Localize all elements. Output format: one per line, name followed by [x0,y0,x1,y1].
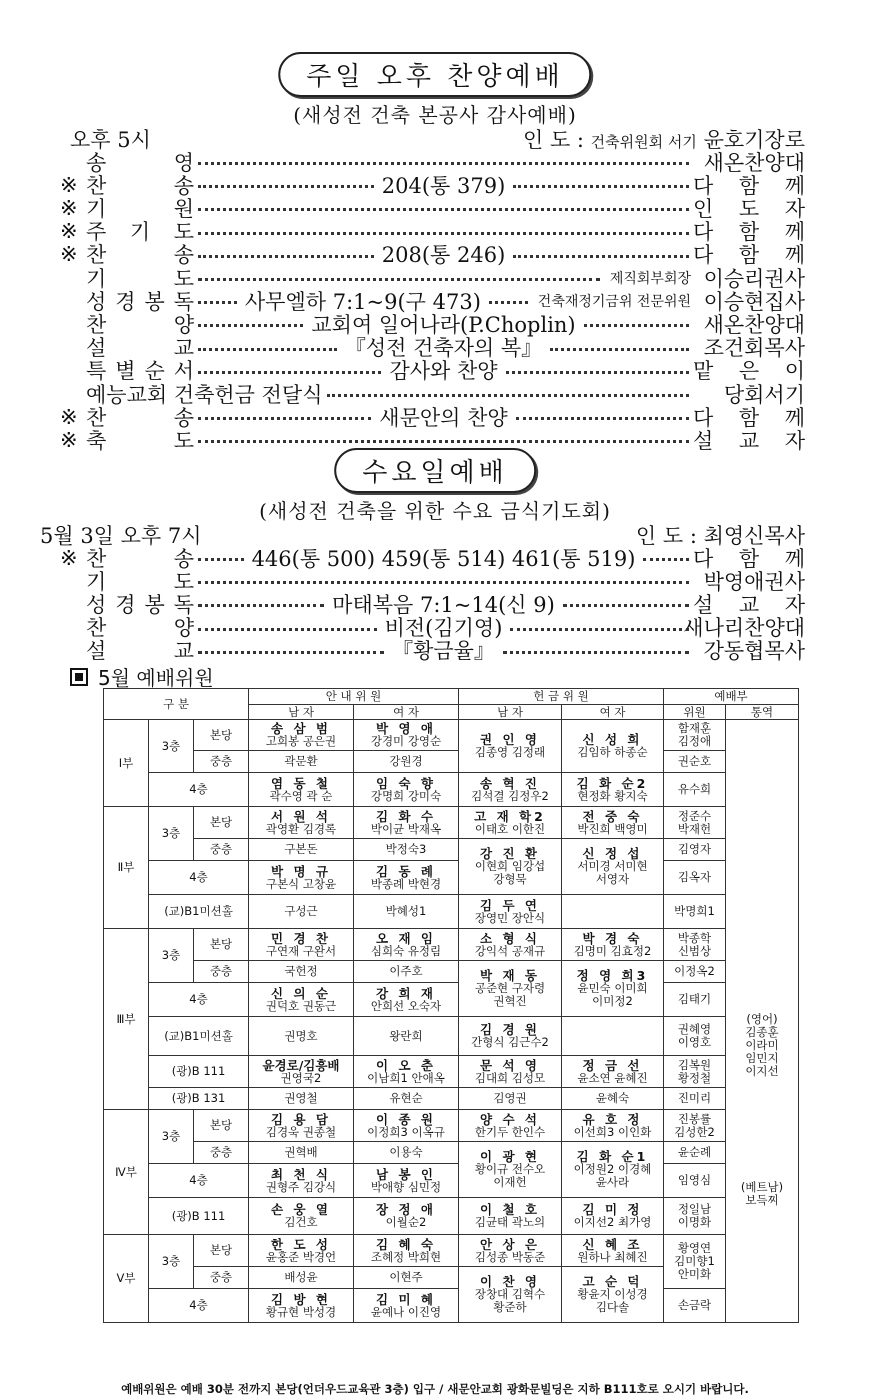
table-row: Ⅳ부 3층 본당 김 용 담 김경욱 권종철 이 종 원 이정희3 이옥규 양 수 석 한기두 한인수 유 호 정 이선희3 이인화 진봉률 김성한2 [104,1110,799,1142]
leader-dots [198,162,689,165]
table-row: Ⅰ부 3층 본당 송 삼 범 고희봉 공은권 박 영 애 강경미 강영순 권 인 영 김종영 김정래 신 성 희 김임하 하종순 함재훈 김정애 [104,720,799,751]
order-label: 성 경 봉 독 [86,289,194,314]
person-name: 맡 은 이 [693,359,805,384]
leader-dots [198,301,237,304]
table-row: 4층 최 천 식 권형주 김강식 남 봉 인 박애향 심민정 임영심 [104,1164,799,1198]
part-label: Ⅴ부 [104,1235,149,1323]
part-label: Ⅱ부 [104,807,149,929]
table-row: (광)B 111 손 웅 열 김건호 장 정 애 이월순2 이 철 호 김균태 곽노의 김 미 정 이지선2 최가영 정일남 이명화 [104,1198,799,1235]
table-row: 중층 권혁배 이용숙 이 광 현 황이규 전수오 이재헌 김 화 순1 이정원2 이경혜 윤사라 윤순례 [104,1142,799,1164]
order-label: 주 기 도 [86,220,194,245]
order-content: 204(통 379) [381,173,506,198]
leader-dots [584,324,689,327]
header-offering: 헌 금 위 원 [459,689,664,705]
person-name: 새온찬양대 [703,150,805,175]
wednesday-service-leader: 인 도 : 최영신목사 [635,524,805,548]
table-row: Ⅲ부 3층 본당 민 경 찬 구연재 구완서 오 재 임 심희숙 유정림 소 형 식 강익석 공재규 박 경 숙 김명미 김효정2 박종학 신범상 [104,929,799,961]
leader-dots [198,278,600,281]
order-label: 성 경 봉 독 [86,592,194,617]
leader-dots [198,371,381,374]
header-gubun: 구 분 [104,689,249,720]
order-label: 찬 송 [86,405,194,430]
standing-mark: ※ [60,242,78,267]
table-row: 중층 국헌정 이주호 박 재 동 공준현 구자령 권혁진 정 영 희3 윤민숙 이미희 이미정2 이정옥2 [104,961,799,983]
standing-mark: ※ [60,172,78,197]
order-label: 찬 양 [86,312,194,337]
leader-dots [198,208,689,211]
leader-dots [489,301,528,304]
leader-dots [198,348,337,351]
standing-mark: ※ [60,195,78,220]
standing-mark: ※ [60,545,78,570]
leader-dots [198,417,371,420]
order-label: 찬 양 [86,616,194,641]
roster-footer-note: 예배위원은 예배 30분 전까지 본당(언더우드교육관 3층) 입구 / 새문안교회 광화문빌딩은 지하 B111호로 오시기 바랍니다. [121,1382,749,1396]
square-bullet-icon [70,668,88,686]
order-label: 설 교 [86,639,194,664]
leader-dots [503,651,689,654]
standing-mark: ※ [60,404,78,429]
sunday-service-subtitle: (새성전 건축 본공사 감사예배) [293,103,577,127]
wednesday-service-subtitle: (새성전 건축을 위한 수요 금식기도회) [259,499,611,523]
person-name: 이승현집사 [703,289,806,314]
leader-dots [198,185,374,188]
worship-roster-table [103,688,799,1323]
person-name: 박영애권사 [703,569,805,594]
order-content: 『황금율』 [392,639,495,664]
order-content: 208(통 246) [381,243,506,268]
leader-dots [513,255,689,258]
order-label: 찬 송 [86,243,194,268]
header-worship: 예배부 [664,689,799,705]
leader-dots [550,348,689,351]
person-name: 다 함 께 [693,243,805,268]
person-name: 이승리권사 [703,266,805,291]
leader-dots [198,604,324,607]
person-name: 강동협목사 [703,639,806,664]
table-row: Ⅴ부 3층 본당 한 도 성 윤홍준 박경언 김 혜 숙 조혜정 박희현 안 상 은 김성종 박동준 신 혜 조 원하나 최혜진 황영연 김미향1 안미화 [104,1235,799,1267]
leader-dots [198,324,303,327]
leader-dots [516,417,689,420]
person-name: 당회서기 [723,382,805,407]
person-name: 다 함 께 [693,220,805,245]
header-male: 남 자 [249,705,354,720]
table-row: 중층 곽문환 강원경 권순호 [104,751,799,773]
order-content: 교회여 일어나라(P.Choplin) [311,312,576,337]
table-row: 4층 박 명 규 구본식 고창윤 김 동 례 박종례 박현경 김옥자 [104,861,799,895]
header-female: 여 자 [354,705,459,720]
leader-dots [198,651,384,654]
leader-dots [198,255,374,258]
person-name: 인 도 자 [693,196,805,221]
person-name: 새나리찬양대 [683,616,806,641]
order-row [60,639,805,662]
order-label: 축 도 [86,428,194,453]
header-female: 여 자 [562,705,664,720]
leader-name: 윤호기장로 [703,128,805,152]
order-content: 비전(김기영) [384,616,503,641]
leader-dots [198,440,689,443]
order-label: 특 별 순 서 [86,359,194,384]
leader-dots [198,581,689,584]
roster-heading: 5월 예배위원 [70,662,214,691]
standing-mark: ※ [60,219,78,244]
order-label: 예능교회 건축헌금 전달식 [86,382,323,407]
leader-dots [563,604,689,607]
table-row: 중층 구본돈 박정숙3 강 진 환 이현희 임강섭 강형묵 신 정 섭 서미경 서미현 서영자 김영자 [104,839,799,861]
floor-label: 3층 [149,720,194,773]
person-name: 설 교 자 [693,428,805,453]
table-row: Ⅱ부 3층 본당 서 원 석 곽영환 김경록 김 화 수 박이균 박재옥 고 재 학2 이태호 이한진 전 중 숙 박진희 백영미 정준수 박재헌 [104,807,799,839]
order-label: 찬 송 [86,546,194,571]
order-content: 마태복음 7:1~14(신 9) [332,592,555,617]
leader-role: 건축위원회 서기 [590,133,697,151]
person-name: 조건회목사 [703,336,806,361]
table-row: 4층 김 방 현 황규현 박성경 김 미 혜 윤예나 이진영 손금락 [104,1289,799,1323]
table-row: (광)B 131 권영철 유현순 김영권 윤혜숙 진미리 [104,1088,799,1110]
order-label: 기 원 [86,196,194,221]
part-label: Ⅲ부 [104,929,149,1110]
person-name: 다 함 께 [693,405,805,430]
table-row: (교)B1미션홀 권명호 왕란희 김 경 원 간형식 김근수2 권혜영 이영호 [104,1017,799,1056]
wednesday-service-time: 5월 3일 오후 7시 [40,524,202,548]
sunday-service-time: 오후 5시 [70,128,151,152]
leader-dots [327,394,690,397]
order-content: 사무엘하 7:1~9(구 473) [244,289,481,314]
sunday-service-title: 주일 오후 찬양예배 [278,52,591,97]
standing-mark: ※ [60,427,78,452]
person-role: 건축재정기금위 전문위원 [537,293,692,310]
leader-dots [643,558,689,561]
order-content: 446(통 500) 459(통 514) 461(통 519) [251,546,636,571]
order-label: 기 도 [86,266,194,291]
header-guide: 안 내 위 원 [249,689,459,705]
wednesday-service-title: 수요일예배 [334,448,536,493]
part-label: Ⅰ부 [104,720,149,807]
order-label: 찬 송 [86,173,194,198]
leader-dots [198,628,377,631]
order-content: 『성전 건축자의 복』 [344,336,543,361]
header-member: 위원 [664,705,726,720]
table-row: 4층 신 의 순 권덕호 권동근 강 희 재 안희선 오숙자 김태기 [104,983,799,1017]
interpreter-vietnamese: (베트남) 보득찌 [740,1180,784,1207]
leader-dots [198,558,244,561]
person-name: 다 함 께 [693,173,805,198]
person-name: 설 교 자 [693,592,805,617]
table-row: 4층 염 동 철 곽수영 곽 순 임 숙 향 강명희 강미숙 송 혁 진 김석결 김정우2 김 화 순2 현정화 황지숙 유수희 [104,773,799,807]
order-label: 기 도 [86,569,194,594]
person-name: 다 함 께 [693,546,805,571]
table-row: (광)B 111 윤경로/김흥배 권영국2 이 오 춘 이남희1 안애옥 문 석 영 김대희 김성모 정 금 선 윤소연 윤혜진 김복원 황정철 [104,1056,799,1088]
header-interp: 통역 [726,705,799,720]
leader-dots [506,371,689,374]
person-name: 새온찬양대 [703,312,805,337]
order-content: 새문안의 찬양 [379,405,508,430]
leader-dots [513,185,689,188]
part-label: Ⅳ부 [104,1110,149,1235]
order-label: 설 교 [86,336,194,361]
table-row: 중층 배성윤 이현주 이 찬 영 장창대 김혁수 황준하 고 순 덕 황윤지 이성경 김다솔 [104,1267,799,1289]
leader-dots [198,232,689,235]
leader-label: 인 도 : [522,128,584,152]
leader-dots [510,628,689,631]
order-label: 송 영 [86,150,194,175]
table-row: (교)B1미션홀 구성근 박혜성1 김 두 연 장영민 장안식 박명희1 [104,895,799,929]
person-role: 제직회부회장 [609,270,691,287]
order-content: 감사와 찬양 [389,359,498,384]
interpreter-english: (영어) 김종훈 이라미 임민지 이지선 [745,1012,779,1078]
header-male: 남 자 [459,705,562,720]
